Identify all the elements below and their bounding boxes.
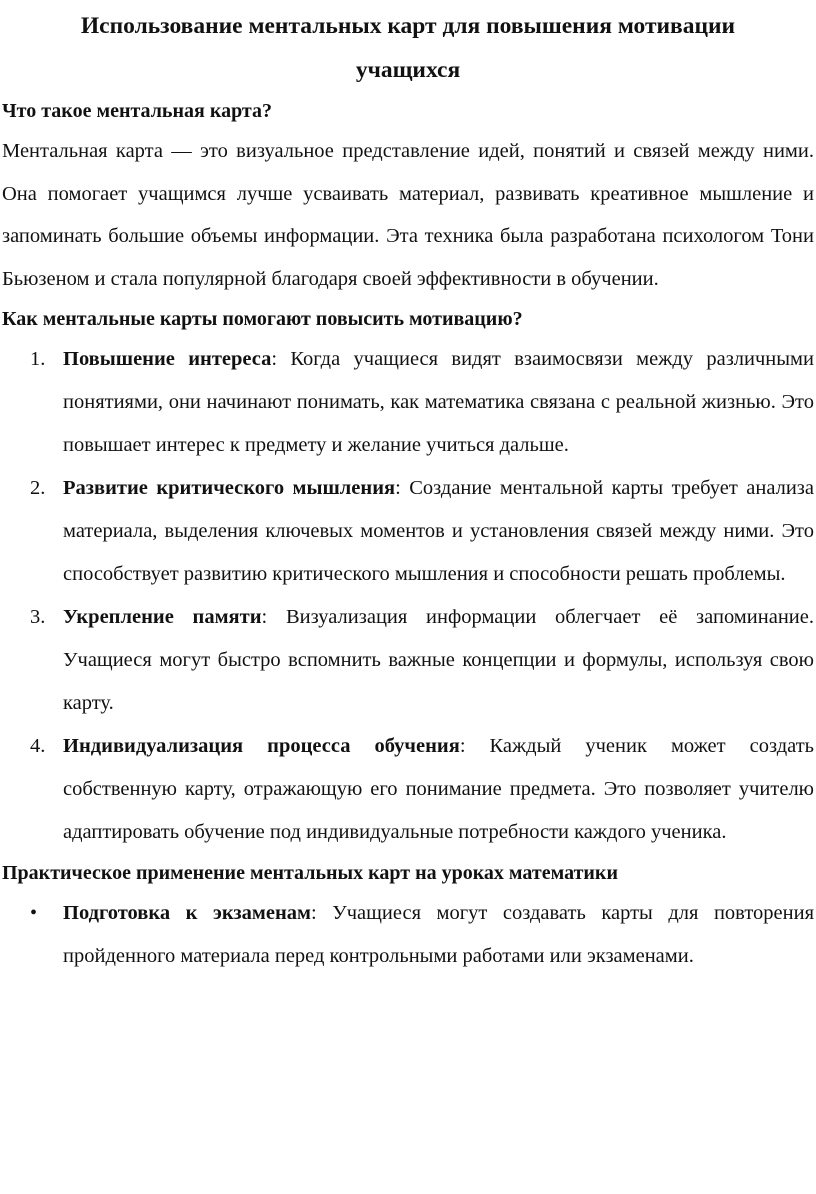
list-item-term: Индивидуализация процесса обучения xyxy=(63,735,460,757)
list-item-text: : Когда учащиеся видят взаимосвязи между различными понятиями, они начинают понимать, как математика связана с реальной жизнью. Это повышает интерес к предмету и желание учиться дальше. xyxy=(63,348,814,456)
list-number: 4. xyxy=(30,735,46,757)
list-number: 1. xyxy=(30,348,46,370)
section-heading-practical: Практическое применение ментальных карт на уроках математики xyxy=(2,862,618,884)
practical-list xyxy=(0,892,816,978)
section-heading-motivation: Как ментальные карты помогают повысить мотивацию? xyxy=(2,308,523,330)
list-item-text: : Визуализация информации облегчает её запоминание. Учащиеся могут быстро вспомнить важные концепции и формулы, используя свою карту. xyxy=(63,606,814,714)
title-line-2: учащихся xyxy=(355,57,461,83)
list-number: 3. xyxy=(30,606,46,628)
list-item-text: : Создание ментальной карты требует анализа материала, выделения ключевых моментов и установления связей между ними. Это способствует развитию критического мышления и способности решать проблемы. xyxy=(63,477,814,585)
list-item xyxy=(0,892,816,978)
list-item xyxy=(0,596,816,725)
motivation-list xyxy=(0,338,816,854)
intro-paragraph: Ментальная карта — это визуальное представление идей, понятий и связей между ними. Она помогает учащимся лучше усваивать материал, развивать креативное мышление и запоминать большие объемы информации. Эта техника была разработана психологом Тони Бьюзеном и стала популярной благодаря своей эффективности в обучении. xyxy=(2,140,814,290)
document-title xyxy=(0,0,816,92)
list-item-term: Повышение интереса xyxy=(63,348,272,370)
list-item-term: Укрепление памяти xyxy=(63,606,262,628)
list-item-term: Развитие критического мышления xyxy=(63,477,396,499)
title-line-1: Использование ментальных карт для повышения мотивации xyxy=(80,13,736,39)
list-item-text: : Учащиеся могут создавать карты для повторения пройденного материала перед контрольными работами или экзаменами. xyxy=(63,902,814,967)
list-item xyxy=(0,338,816,467)
list-item xyxy=(0,725,816,854)
list-number: 2. xyxy=(30,477,46,499)
list-item-text: : Каждый ученик может создать собственную карту, отражающую его понимание предмета. Это позволяет учителю адаптировать обучение под индивидуальные потребности каждого ученика. xyxy=(63,735,814,843)
section-heading-what-is: Что такое ментальная карта? xyxy=(2,100,272,122)
bullet-icon: • xyxy=(30,902,38,924)
list-item-term: Подготовка к экзаменам xyxy=(63,902,311,924)
list-item xyxy=(0,467,816,596)
